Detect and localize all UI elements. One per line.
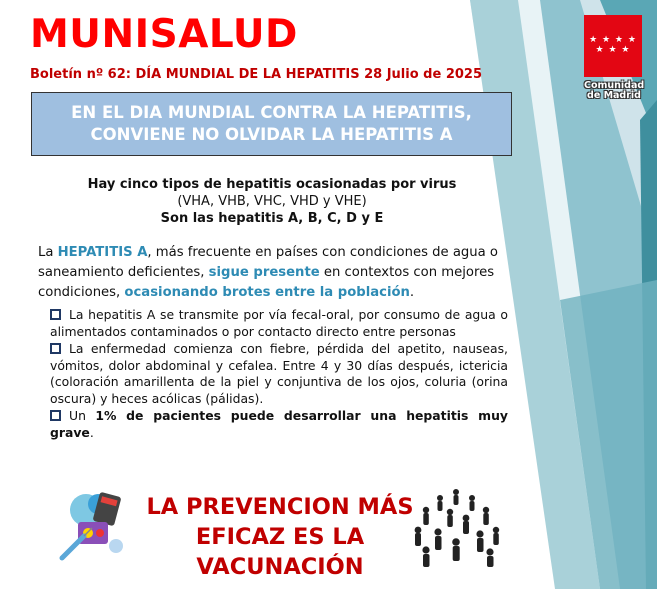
hepatitis-a-paragraph: La HEPATITIS A, más frecuente en países con condiciones de agua o saneamiento deficientes, sigue presente en contextos con mejores condiciones, ocasionando brotes entre la población.: [38, 245, 498, 300]
logo-text: Comunidad de Madrid: [584, 80, 645, 101]
logo-stars: ★ ★ ★ ★ ★ ★ ★: [589, 35, 637, 55]
page-title: MUNISALUD: [30, 12, 298, 57]
headline-banner: [31, 92, 512, 156]
checkbox-bullet-icon: [50, 343, 61, 354]
checkbox-bullet-icon: [50, 410, 61, 421]
checkbox-bullet-icon: [50, 309, 61, 320]
logo-flag: [584, 15, 642, 77]
list-item: La hepatitis A se transmite por vía fecal-oral, por consumo de agua o alimentados contaminados o por contacto directo entre personas: [50, 307, 508, 339]
banner-line-2: CONVIENE NO OLVIDAR LA HEPATITIS A: [90, 125, 453, 144]
intro-line-3: Son las hepatitis A, B, C, D y E: [160, 211, 384, 226]
list-item: Un 1% de pacientes puede desarrollar una hepatitis muy grave.: [50, 408, 508, 440]
banner-line-1: EN EL DIA MUNDIAL CONTRA LA HEPATITIS,: [71, 103, 472, 122]
bulletin-subtitle: Boletín nº 62: DÍA MUNDIAL DE LA HEPATITIS 28 Julio de 2025: [30, 67, 482, 82]
prevention-message: LA PREVENCION MÁS EFICAZ ES LA VACUNACIÓN: [146, 494, 414, 580]
crowd-people-illustration: [410, 484, 502, 568]
intro-line-1: Hay cinco tipos de hepatitis ocasionadas por virus: [87, 177, 457, 192]
bullet-list: [50, 307, 508, 442]
comunidad-madrid-logo: [584, 15, 644, 101]
list-item: La enfermedad comienza con fiebre, pérdida del apetito, nauseas, vómitos, dolor abdominal y cefalea. Entre 4 y 30 días después, ictericia (coloración amarillenta de la piel y conjuntiva de los ojos, coluria (orina oscura) y heces acólicas (pálidas).: [50, 341, 508, 406]
vaccine-syringe-illustration: [58, 486, 130, 566]
intro-line-2: (VHA, VHB, VHC, VHD y VHE): [177, 194, 367, 209]
